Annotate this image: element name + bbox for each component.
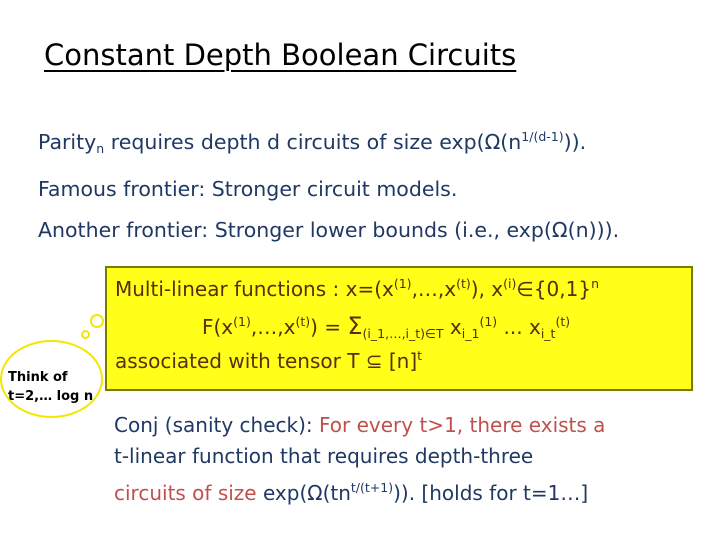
text: x xyxy=(443,315,462,339)
text: ) = xyxy=(310,315,348,339)
superscript: (1) xyxy=(233,314,251,329)
text: exp( xyxy=(262,481,308,505)
sigma-symbol: Σ xyxy=(347,312,363,340)
text: (n xyxy=(500,130,522,154)
text: ,…,x xyxy=(250,315,296,339)
box-line-1 xyxy=(115,276,599,301)
superscript: (1) xyxy=(479,314,498,329)
omega-symbol: Ω xyxy=(551,218,568,242)
subscript: (i_1,…,i_t)∈T xyxy=(362,326,444,341)
text: ∈{0,1} xyxy=(516,277,592,301)
red-text: circuits of size xyxy=(114,481,263,505)
bullet-line-2: Famous frontier: Stronger circuit models. xyxy=(38,177,458,201)
text: ,…,x xyxy=(411,277,457,301)
superscript: (1) xyxy=(393,276,412,291)
thought-bubble-text xyxy=(8,368,93,406)
text: ), x xyxy=(470,277,504,301)
omega-symbol: Ω xyxy=(307,481,323,505)
text: F(x xyxy=(202,315,234,339)
bullet-line-1 xyxy=(38,116,708,169)
text: )). xyxy=(563,130,587,154)
subscript: i_t xyxy=(540,326,556,341)
omega-symbol: Ω xyxy=(484,130,501,154)
conjecture-text xyxy=(114,410,704,509)
box-line-3 xyxy=(115,348,422,373)
conj-line-3 xyxy=(114,472,704,509)
superscript: 1/(d-1) xyxy=(521,129,564,144)
text: Another frontier: Stronger lower bounds (i.e., exp( xyxy=(38,218,552,242)
text: [holds for t=1…] xyxy=(415,481,589,505)
conj-line-2: t-linear function that requires depth-three xyxy=(114,444,534,468)
conj-line-1 xyxy=(114,410,704,441)
text: )). xyxy=(393,481,416,505)
text: requires depth d circuits of size exp( xyxy=(104,130,485,154)
superscript: (t) xyxy=(555,314,571,329)
superscript: (i) xyxy=(503,276,517,291)
box-line-2 xyxy=(202,312,570,341)
text: (n))). xyxy=(567,218,620,242)
text: Conj (sanity check): xyxy=(114,413,319,437)
subscript: i_1 xyxy=(461,326,480,341)
slide-title: Constant Depth Boolean Circuits xyxy=(44,38,517,72)
thought-dot-2 xyxy=(81,330,90,339)
text: (tn xyxy=(322,481,351,505)
bullet-list xyxy=(38,116,708,251)
superscript: (t) xyxy=(295,314,311,329)
text: associated with tensor T ⊆ [n] xyxy=(115,349,418,373)
bullet-line-3 xyxy=(38,210,708,251)
text: Parity xyxy=(38,130,97,154)
superscript: (t) xyxy=(456,276,471,291)
highlight-box xyxy=(105,266,693,391)
superscript: t xyxy=(417,348,423,363)
thought-dot-1 xyxy=(90,314,104,328)
text: ... x xyxy=(497,315,541,339)
bubble-line-2: t=2,… log n xyxy=(8,389,94,404)
red-text: For every t>1, there exists a xyxy=(319,413,606,437)
subscript: n xyxy=(96,141,105,156)
superscript: t/(t+1) xyxy=(350,480,394,495)
superscript: n xyxy=(591,276,599,291)
text: Multi-linear functions : x=(x xyxy=(115,277,394,301)
bubble-line-1: Think of xyxy=(8,370,68,385)
